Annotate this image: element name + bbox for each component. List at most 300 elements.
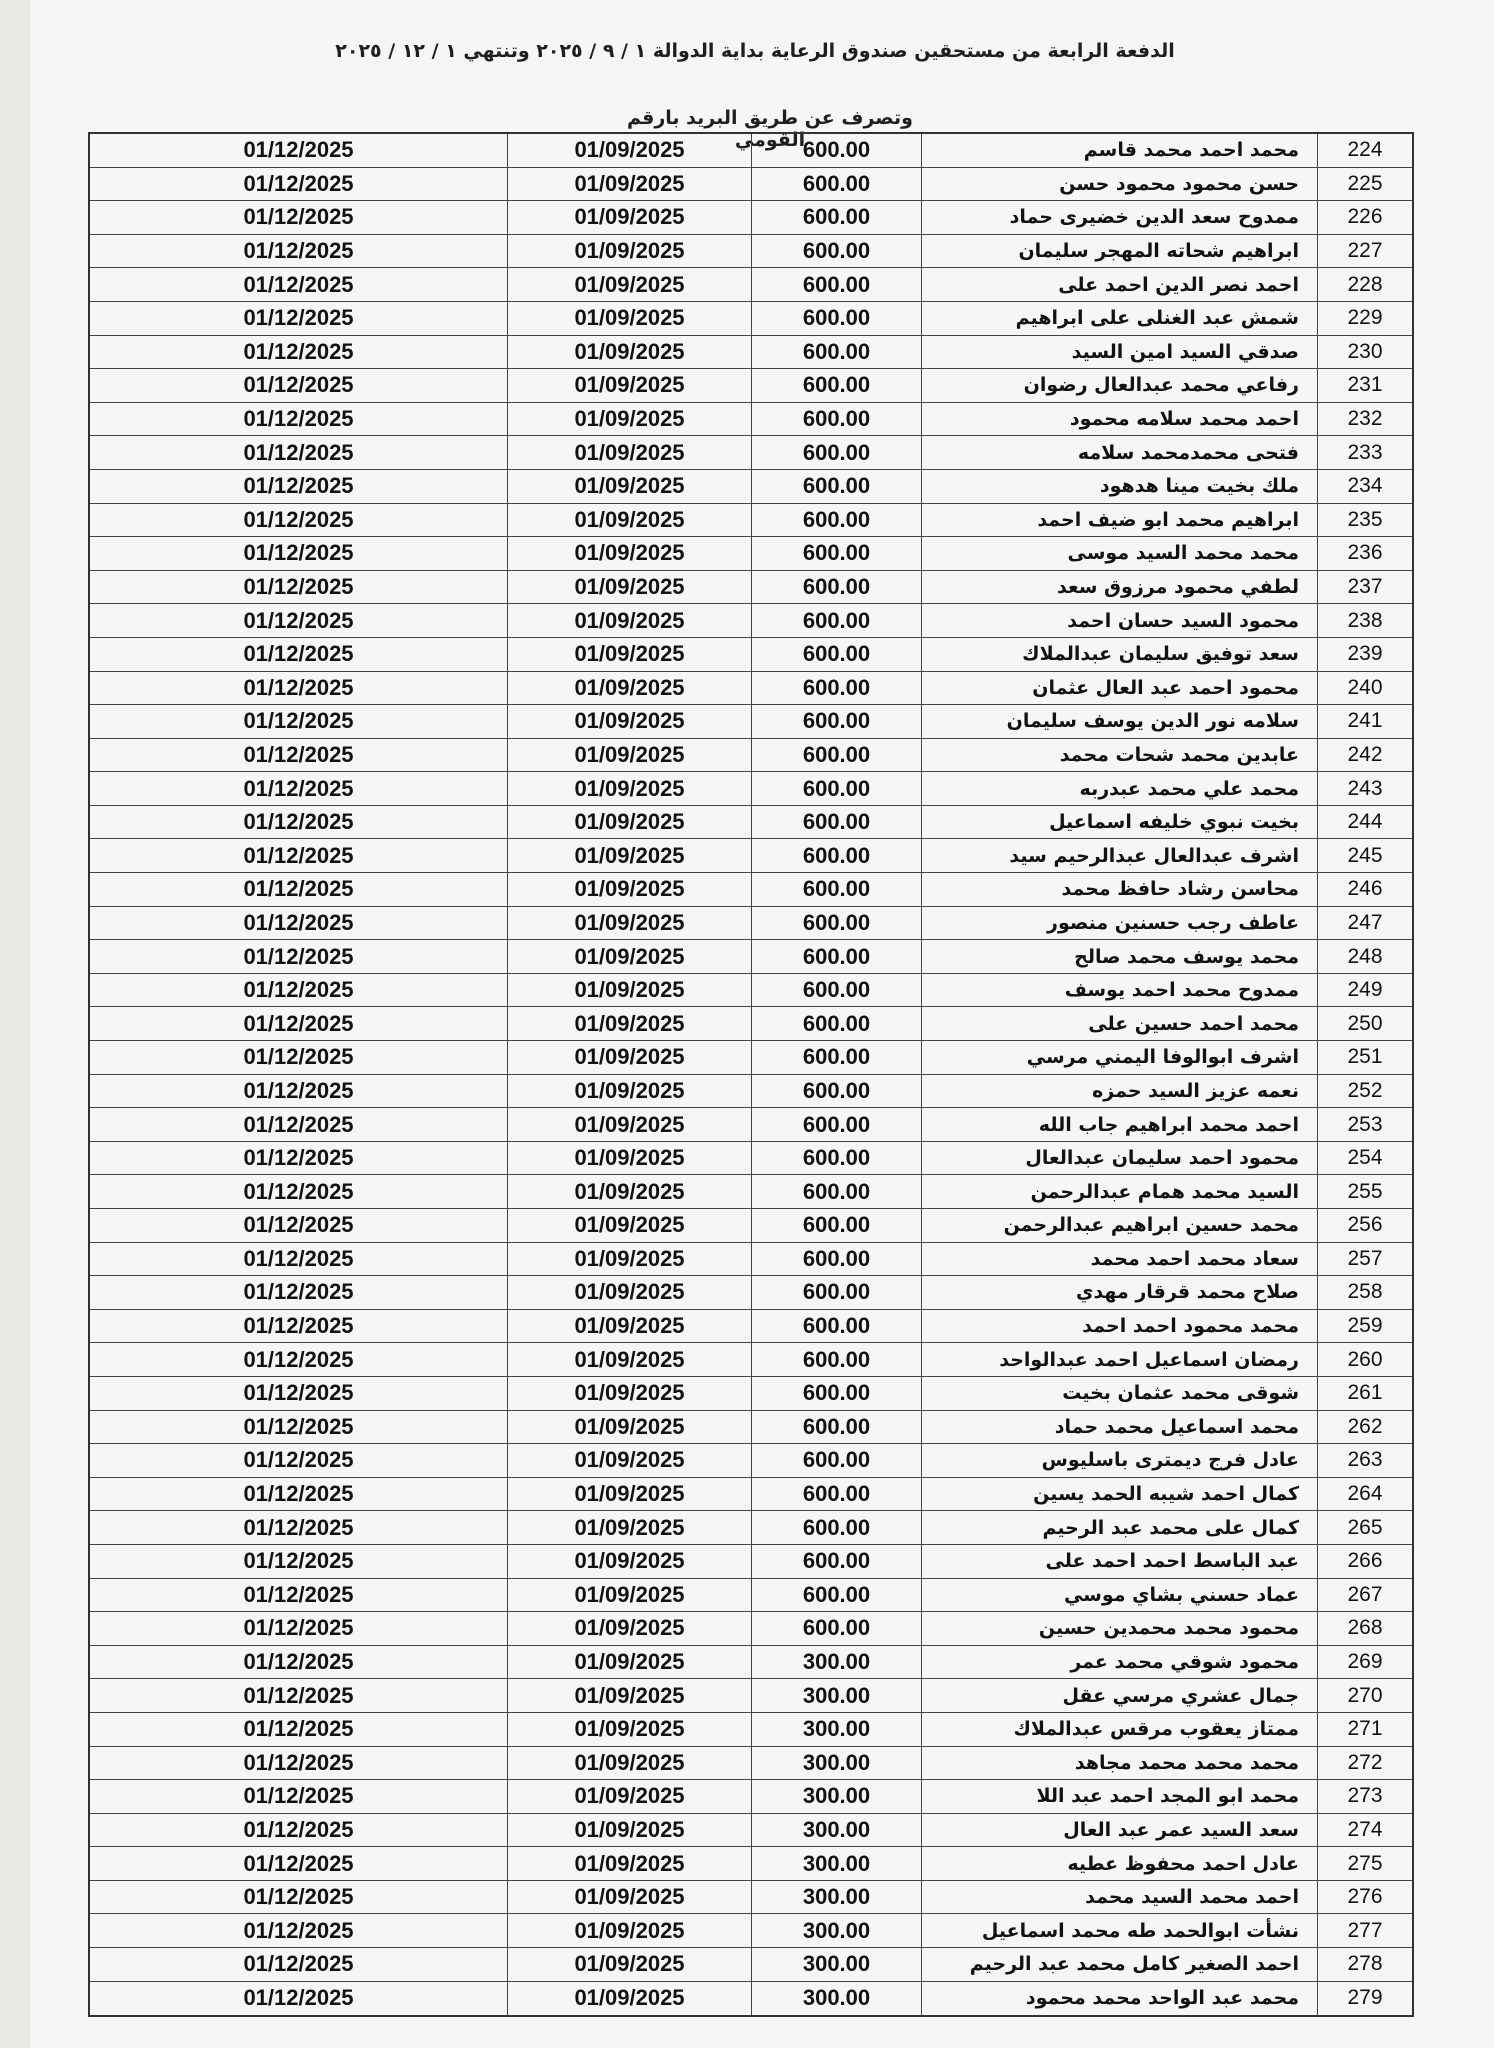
start-date-cell: 01/09/2025 (508, 1814, 752, 1847)
end-date-cell: 01/12/2025 (90, 1847, 508, 1880)
name-cell: محمد حسين ابراهيم عبدالرحمن (922, 1209, 1318, 1242)
start-date-cell: 01/09/2025 (508, 1948, 752, 1981)
start-date-cell: 01/09/2025 (508, 571, 752, 604)
table-row (90, 1243, 1412, 1277)
amount-cell: 600.00 (752, 168, 922, 201)
table-row (90, 369, 1412, 403)
end-date-cell: 01/12/2025 (90, 336, 508, 369)
table-row (90, 1209, 1412, 1243)
start-date-cell: 01/09/2025 (508, 436, 752, 469)
row-number-cell: 277 (1347, 1918, 1383, 1942)
row-number-cell: 258 (1347, 1280, 1383, 1304)
start-date-cell: 01/09/2025 (508, 268, 752, 301)
end-date-cell: 01/12/2025 (90, 772, 508, 805)
row-number-cell: 268 (1347, 1616, 1383, 1640)
table-row (90, 1175, 1412, 1209)
amount-cell: 600.00 (752, 1343, 922, 1376)
amount-cell: 600.00 (752, 907, 922, 940)
end-date-cell: 01/12/2025 (90, 1007, 508, 1040)
start-date-cell: 01/09/2025 (508, 873, 752, 906)
row-number-cell: 271 (1347, 1717, 1383, 1741)
row-number-cell: 242 (1347, 742, 1383, 766)
row-number-cell: 224 (1347, 138, 1383, 162)
amount-cell: 600.00 (752, 336, 922, 369)
amount-cell: 600.00 (752, 940, 922, 973)
table-row (90, 1612, 1412, 1646)
row-number-cell: 226 (1347, 205, 1383, 229)
start-date-cell: 01/09/2025 (508, 604, 752, 637)
end-date-cell: 01/12/2025 (90, 1478, 508, 1511)
row-number-cell: 255 (1347, 1179, 1383, 1203)
name-cell: محمد محمد محمد مجاهد (922, 1747, 1318, 1780)
start-date-cell: 01/09/2025 (508, 940, 752, 973)
table-row (90, 1747, 1412, 1781)
table-row (90, 1646, 1412, 1680)
table-row (90, 806, 1412, 840)
table-row (90, 571, 1412, 605)
table-row (90, 974, 1412, 1008)
start-date-cell: 01/09/2025 (508, 1175, 752, 1208)
row-number-cell: 247 (1347, 910, 1383, 934)
table-row (90, 1847, 1412, 1881)
row-number-cell: 272 (1347, 1750, 1383, 1774)
start-date-cell: 01/09/2025 (508, 336, 752, 369)
start-date-cell: 01/09/2025 (508, 1747, 752, 1780)
name-cell: بخيت نبوي خليفه اسماعيل (922, 806, 1318, 839)
amount-cell: 600.00 (752, 504, 922, 537)
row-number-cell: 269 (1347, 1650, 1383, 1674)
name-cell: محاسن رشاد حافظ محمد (922, 873, 1318, 906)
row-number-cell: 228 (1347, 272, 1383, 296)
table-row (90, 907, 1412, 941)
amount-cell: 600.00 (752, 839, 922, 872)
name-cell: عاطف رجب حسنين منصور (922, 907, 1318, 940)
name-cell: شمش عبد الغنلى على ابراهيم (922, 302, 1318, 335)
name-cell: سعاد محمد احمد محمد (922, 1243, 1318, 1276)
table-row (90, 839, 1412, 873)
amount-cell: 600.00 (752, 571, 922, 604)
row-number-cell: 263 (1347, 1448, 1383, 1472)
name-cell: اشرف ابوالوفا اليمني مرسي (922, 1041, 1318, 1074)
end-date-cell: 01/12/2025 (90, 1276, 508, 1309)
row-number-cell: 266 (1347, 1549, 1383, 1573)
amount-cell: 300.00 (752, 1948, 922, 1981)
amount-cell: 600.00 (752, 1478, 922, 1511)
end-date-cell: 01/12/2025 (90, 369, 508, 402)
row-number-cell: 256 (1347, 1213, 1383, 1237)
amount-cell: 300.00 (752, 1914, 922, 1947)
start-date-cell: 01/09/2025 (508, 1276, 752, 1309)
end-date-cell: 01/12/2025 (90, 940, 508, 973)
end-date-cell: 01/12/2025 (90, 705, 508, 738)
row-number-cell: 278 (1347, 1952, 1383, 1976)
table-row (90, 604, 1412, 638)
table-row (90, 504, 1412, 538)
row-number-cell: 240 (1347, 675, 1383, 699)
name-cell: احمد محمد ابراهيم جاب الله (922, 1108, 1318, 1141)
start-date-cell: 01/09/2025 (508, 672, 752, 705)
table-row (90, 1511, 1412, 1545)
table-row (90, 672, 1412, 706)
start-date-cell: 01/09/2025 (508, 1142, 752, 1175)
start-date-cell: 01/09/2025 (508, 1075, 752, 1108)
name-cell: صلاح محمد قرقار مهدي (922, 1276, 1318, 1309)
table-row (90, 1377, 1412, 1411)
amount-cell: 600.00 (752, 1377, 922, 1410)
start-date-cell: 01/09/2025 (508, 504, 752, 537)
end-date-cell: 01/12/2025 (90, 537, 508, 570)
amount-cell: 600.00 (752, 1612, 922, 1645)
amount-cell: 600.00 (752, 1545, 922, 1578)
end-date-cell: 01/12/2025 (90, 201, 508, 234)
amount-cell: 300.00 (752, 1713, 922, 1746)
table-row (90, 1478, 1412, 1512)
name-cell: عابدين محمد شحات محمد (922, 739, 1318, 772)
start-date-cell: 01/09/2025 (508, 470, 752, 503)
start-date-cell: 01/09/2025 (508, 235, 752, 268)
end-date-cell: 01/12/2025 (90, 1545, 508, 1578)
end-date-cell: 01/12/2025 (90, 839, 508, 872)
amount-cell: 600.00 (752, 403, 922, 436)
end-date-cell: 01/12/2025 (90, 672, 508, 705)
name-cell: محمد احمد حسين على (922, 1007, 1318, 1040)
start-date-cell: 01/09/2025 (508, 1478, 752, 1511)
name-cell: محمود احمد سليمان عبدالعال (922, 1142, 1318, 1175)
end-date-cell: 01/12/2025 (90, 974, 508, 1007)
start-date-cell: 01/09/2025 (508, 1881, 752, 1914)
amount-cell: 600.00 (752, 638, 922, 671)
start-date-cell: 01/09/2025 (508, 1411, 752, 1444)
row-number-cell: 252 (1347, 1078, 1383, 1102)
end-date-cell: 01/12/2025 (90, 1041, 508, 1074)
amount-cell: 600.00 (752, 1007, 922, 1040)
start-date-cell: 01/09/2025 (508, 1679, 752, 1712)
amount-cell: 600.00 (752, 1579, 922, 1612)
row-number-cell: 259 (1347, 1314, 1383, 1338)
name-cell: شوقى محمد عثمان بخيت (922, 1377, 1318, 1410)
end-date-cell: 01/12/2025 (90, 504, 508, 537)
end-date-cell: 01/12/2025 (90, 1209, 508, 1242)
table-row (90, 1545, 1412, 1579)
end-date-cell: 01/12/2025 (90, 436, 508, 469)
amount-cell: 300.00 (752, 1847, 922, 1880)
name-cell: محمود السيد حسان احمد (922, 604, 1318, 637)
end-date-cell: 01/12/2025 (90, 873, 508, 906)
row-number-cell: 260 (1347, 1347, 1383, 1371)
name-cell: لطفي محمود مرزوق سعد (922, 571, 1318, 604)
row-number-cell: 276 (1347, 1885, 1383, 1909)
amount-cell: 600.00 (752, 1075, 922, 1108)
amount-cell: 300.00 (752, 1747, 922, 1780)
start-date-cell: 01/09/2025 (508, 1780, 752, 1813)
row-number-cell: 233 (1347, 440, 1383, 464)
start-date-cell: 01/09/2025 (508, 1713, 752, 1746)
row-number-cell: 249 (1347, 978, 1383, 1002)
table-row (90, 302, 1412, 336)
end-date-cell: 01/12/2025 (90, 268, 508, 301)
amount-cell: 600.00 (752, 672, 922, 705)
row-number-cell: 254 (1347, 1146, 1383, 1170)
end-date-cell: 01/12/2025 (90, 1679, 508, 1712)
amount-cell: 600.00 (752, 1511, 922, 1544)
amount-cell: 300.00 (752, 1982, 922, 2016)
table-row (90, 940, 1412, 974)
amount-cell: 600.00 (752, 369, 922, 402)
row-number-cell: 237 (1347, 575, 1383, 599)
amount-cell: 600.00 (752, 1041, 922, 1074)
row-number-cell: 248 (1347, 944, 1383, 968)
start-date-cell: 01/09/2025 (508, 638, 752, 671)
end-date-cell: 01/12/2025 (90, 1747, 508, 1780)
amount-cell: 600.00 (752, 537, 922, 570)
name-cell: نشأت ابوالحمد طه محمد اسماعيل (922, 1914, 1318, 1947)
start-date-cell: 01/09/2025 (508, 134, 752, 167)
start-date-cell: 01/09/2025 (508, 369, 752, 402)
name-cell: عماد حسني بشاي موسي (922, 1579, 1318, 1612)
row-number-cell: 244 (1347, 810, 1383, 834)
name-cell: محمود محمد محمدين حسين (922, 1612, 1318, 1645)
amount-cell: 600.00 (752, 705, 922, 738)
amount-cell: 600.00 (752, 302, 922, 335)
amount-cell: 600.00 (752, 235, 922, 268)
amount-cell: 300.00 (752, 1679, 922, 1712)
amount-cell: 600.00 (752, 470, 922, 503)
end-date-cell: 01/12/2025 (90, 1175, 508, 1208)
name-cell: سلامه نور الدين يوسف سليمان (922, 705, 1318, 738)
name-cell: عادل احمد محفوظ عطيه (922, 1847, 1318, 1880)
start-date-cell: 01/09/2025 (508, 1343, 752, 1376)
name-cell: السيد محمد همام عبدالرحمن (922, 1175, 1318, 1208)
name-cell: عادل فرج ديمترى باسليوس (922, 1444, 1318, 1477)
row-number-cell: 265 (1347, 1515, 1383, 1539)
row-number-cell: 239 (1347, 642, 1383, 666)
row-number-cell: 267 (1347, 1582, 1383, 1606)
table-row (90, 436, 1412, 470)
amount-cell: 300.00 (752, 1814, 922, 1847)
name-cell: محمد احمد محمد قاسم (922, 134, 1318, 167)
end-date-cell: 01/12/2025 (90, 1511, 508, 1544)
table-row (90, 235, 1412, 269)
start-date-cell: 01/09/2025 (508, 1444, 752, 1477)
row-number-cell: 229 (1347, 306, 1383, 330)
table-row (90, 1075, 1412, 1109)
name-cell: ابراهيم شحاته المهجر سليمان (922, 235, 1318, 268)
name-cell: محمد اسماعيل محمد حماد (922, 1411, 1318, 1444)
end-date-cell: 01/12/2025 (90, 1243, 508, 1276)
table-row (90, 1444, 1412, 1478)
amount-cell: 600.00 (752, 1175, 922, 1208)
start-date-cell: 01/09/2025 (508, 403, 752, 436)
table-row (90, 1579, 1412, 1613)
end-date-cell: 01/12/2025 (90, 1780, 508, 1813)
row-number-cell: 273 (1347, 1784, 1383, 1808)
end-date-cell: 01/12/2025 (90, 638, 508, 671)
row-number-cell: 274 (1347, 1817, 1383, 1841)
end-date-cell: 01/12/2025 (90, 470, 508, 503)
amount-cell: 300.00 (752, 1646, 922, 1679)
table-row (90, 1276, 1412, 1310)
start-date-cell: 01/09/2025 (508, 168, 752, 201)
name-cell: احمد محمد سلامه محمود (922, 403, 1318, 436)
table-row (90, 1679, 1412, 1713)
amount-cell: 600.00 (752, 772, 922, 805)
row-number-cell: 243 (1347, 776, 1383, 800)
table-row (90, 1780, 1412, 1814)
amount-cell: 600.00 (752, 1444, 922, 1477)
end-date-cell: 01/12/2025 (90, 1713, 508, 1746)
end-date-cell: 01/12/2025 (90, 1310, 508, 1343)
row-number-cell: 241 (1347, 709, 1383, 733)
amount-cell: 600.00 (752, 1310, 922, 1343)
row-number-cell: 257 (1347, 1246, 1383, 1270)
table-row (90, 1814, 1412, 1848)
row-number-cell: 230 (1347, 339, 1383, 363)
start-date-cell: 01/09/2025 (508, 1847, 752, 1880)
amount-cell: 600.00 (752, 1243, 922, 1276)
table-row (90, 1948, 1412, 1982)
end-date-cell: 01/12/2025 (90, 1914, 508, 1947)
table-row (90, 1914, 1412, 1948)
start-date-cell: 01/09/2025 (508, 705, 752, 738)
amount-cell: 600.00 (752, 1108, 922, 1141)
row-number-cell: 251 (1347, 1045, 1383, 1069)
table-row (90, 537, 1412, 571)
table-row (90, 873, 1412, 907)
end-date-cell: 01/12/2025 (90, 302, 508, 335)
start-date-cell: 01/09/2025 (508, 1982, 752, 2016)
table-row (90, 1713, 1412, 1747)
end-date-cell: 01/12/2025 (90, 1881, 508, 1914)
end-date-cell: 01/12/2025 (90, 1108, 508, 1141)
amount-cell: 600.00 (752, 134, 922, 167)
start-date-cell: 01/09/2025 (508, 1511, 752, 1544)
start-date-cell: 01/09/2025 (508, 839, 752, 872)
name-cell: احمد محمد السيد محمد (922, 1881, 1318, 1914)
end-date-cell: 01/12/2025 (90, 1444, 508, 1477)
name-cell: محمد علي محمد عبدربه (922, 772, 1318, 805)
row-number-cell: 235 (1347, 507, 1383, 531)
name-cell: نعمه عزيز السيد حمزه (922, 1075, 1318, 1108)
end-date-cell: 01/12/2025 (90, 403, 508, 436)
start-date-cell: 01/09/2025 (508, 1310, 752, 1343)
table-row (90, 1343, 1412, 1377)
end-date-cell: 01/12/2025 (90, 1377, 508, 1410)
end-date-cell: 01/12/2025 (90, 235, 508, 268)
name-cell: كمال احمد شيبه الحمد يسين (922, 1478, 1318, 1511)
start-date-cell: 01/09/2025 (508, 201, 752, 234)
end-date-cell: 01/12/2025 (90, 1579, 508, 1612)
start-date-cell: 01/09/2025 (508, 1108, 752, 1141)
end-date-cell: 01/12/2025 (90, 1948, 508, 1981)
start-date-cell: 01/09/2025 (508, 806, 752, 839)
table-row (90, 336, 1412, 370)
row-number-cell: 261 (1347, 1381, 1383, 1405)
document-title: الدفعة الرابعة من مستحقين صندوق الرعاية بداية الدوالة ١ / ٩ / ٢٠٢٥ وتنتهي ١ / ١٢ / ٢٠٢٥ (335, 40, 1175, 62)
table-row (90, 705, 1412, 739)
amount-cell: 600.00 (752, 1209, 922, 1242)
start-date-cell: 01/09/2025 (508, 974, 752, 1007)
name-cell: حسن محمود محمود حسن (922, 168, 1318, 201)
name-cell: محمود شوقي محمد عمر (922, 1646, 1318, 1679)
row-number-cell: 262 (1347, 1414, 1383, 1438)
end-date-cell: 01/12/2025 (90, 1343, 508, 1376)
start-date-cell: 01/09/2025 (508, 1612, 752, 1645)
row-number-cell: 238 (1347, 608, 1383, 632)
start-date-cell: 01/09/2025 (508, 1646, 752, 1679)
amount-cell: 300.00 (752, 1780, 922, 1813)
start-date-cell: 01/09/2025 (508, 1243, 752, 1276)
table-row (90, 1041, 1412, 1075)
name-cell: صدقي السيد امين السيد (922, 336, 1318, 369)
amount-cell: 600.00 (752, 201, 922, 234)
amount-cell: 600.00 (752, 1142, 922, 1175)
row-number-cell: 279 (1347, 1986, 1383, 2010)
name-cell: كمال على محمد عبد الرحيم (922, 1511, 1318, 1544)
name-cell: سعد توفيق سليمان عبدالملاك (922, 638, 1318, 671)
row-number-cell: 246 (1347, 877, 1383, 901)
name-cell: عبد الباسط احمد احمد على (922, 1545, 1318, 1578)
table-row (90, 1108, 1412, 1142)
end-date-cell: 01/12/2025 (90, 1411, 508, 1444)
end-date-cell: 01/12/2025 (90, 1814, 508, 1847)
name-cell: محمود احمد عبد العال عثمان (922, 672, 1318, 705)
table-row (90, 268, 1412, 302)
name-cell: رفاعي محمد عبدالعال رضوان (922, 369, 1318, 402)
end-date-cell: 01/12/2025 (90, 806, 508, 839)
table-row (90, 403, 1412, 437)
table-row (90, 1982, 1412, 2016)
row-number-cell: 225 (1347, 171, 1383, 195)
row-number-cell: 264 (1347, 1482, 1383, 1506)
name-cell: احمد نصر الدين احمد على (922, 268, 1318, 301)
table-row (90, 1881, 1412, 1915)
document-subtitle: وتصرف عن طريق البريد بارقم القومي (627, 107, 913, 151)
amount-cell: 600.00 (752, 436, 922, 469)
row-number-cell: 236 (1347, 541, 1383, 565)
end-date-cell: 01/12/2025 (90, 134, 508, 167)
name-cell: ملك بخيت مينا هدهود (922, 470, 1318, 503)
start-date-cell: 01/09/2025 (508, 1545, 752, 1578)
amount-cell: 600.00 (752, 974, 922, 1007)
amount-cell: 300.00 (752, 1881, 922, 1914)
beneficiaries-table (88, 132, 1414, 2017)
end-date-cell: 01/12/2025 (90, 1612, 508, 1645)
amount-cell: 600.00 (752, 604, 922, 637)
amount-cell: 600.00 (752, 1411, 922, 1444)
end-date-cell: 01/12/2025 (90, 739, 508, 772)
table-row (90, 1411, 1412, 1445)
name-cell: محمد ابو المجد احمد عبد اللا (922, 1780, 1318, 1813)
start-date-cell: 01/09/2025 (508, 1579, 752, 1612)
amount-cell: 600.00 (752, 739, 922, 772)
row-number-cell: 250 (1347, 1011, 1383, 1035)
end-date-cell: 01/12/2025 (90, 1142, 508, 1175)
start-date-cell: 01/09/2025 (508, 302, 752, 335)
end-date-cell: 01/12/2025 (90, 168, 508, 201)
row-number-cell: 232 (1347, 407, 1383, 431)
table-row (90, 638, 1412, 672)
row-number-cell: 245 (1347, 843, 1383, 867)
start-date-cell: 01/09/2025 (508, 1007, 752, 1040)
table-row (90, 134, 1412, 168)
table-row (90, 739, 1412, 773)
name-cell: سعد السيد عمر عبد العال (922, 1814, 1318, 1847)
end-date-cell: 01/12/2025 (90, 1646, 508, 1679)
name-cell: محمد محمود احمد احمد (922, 1310, 1318, 1343)
row-number-cell: 234 (1347, 474, 1383, 498)
table-row (90, 1007, 1412, 1041)
name-cell: جمال عشري مرسي عقل (922, 1679, 1318, 1712)
